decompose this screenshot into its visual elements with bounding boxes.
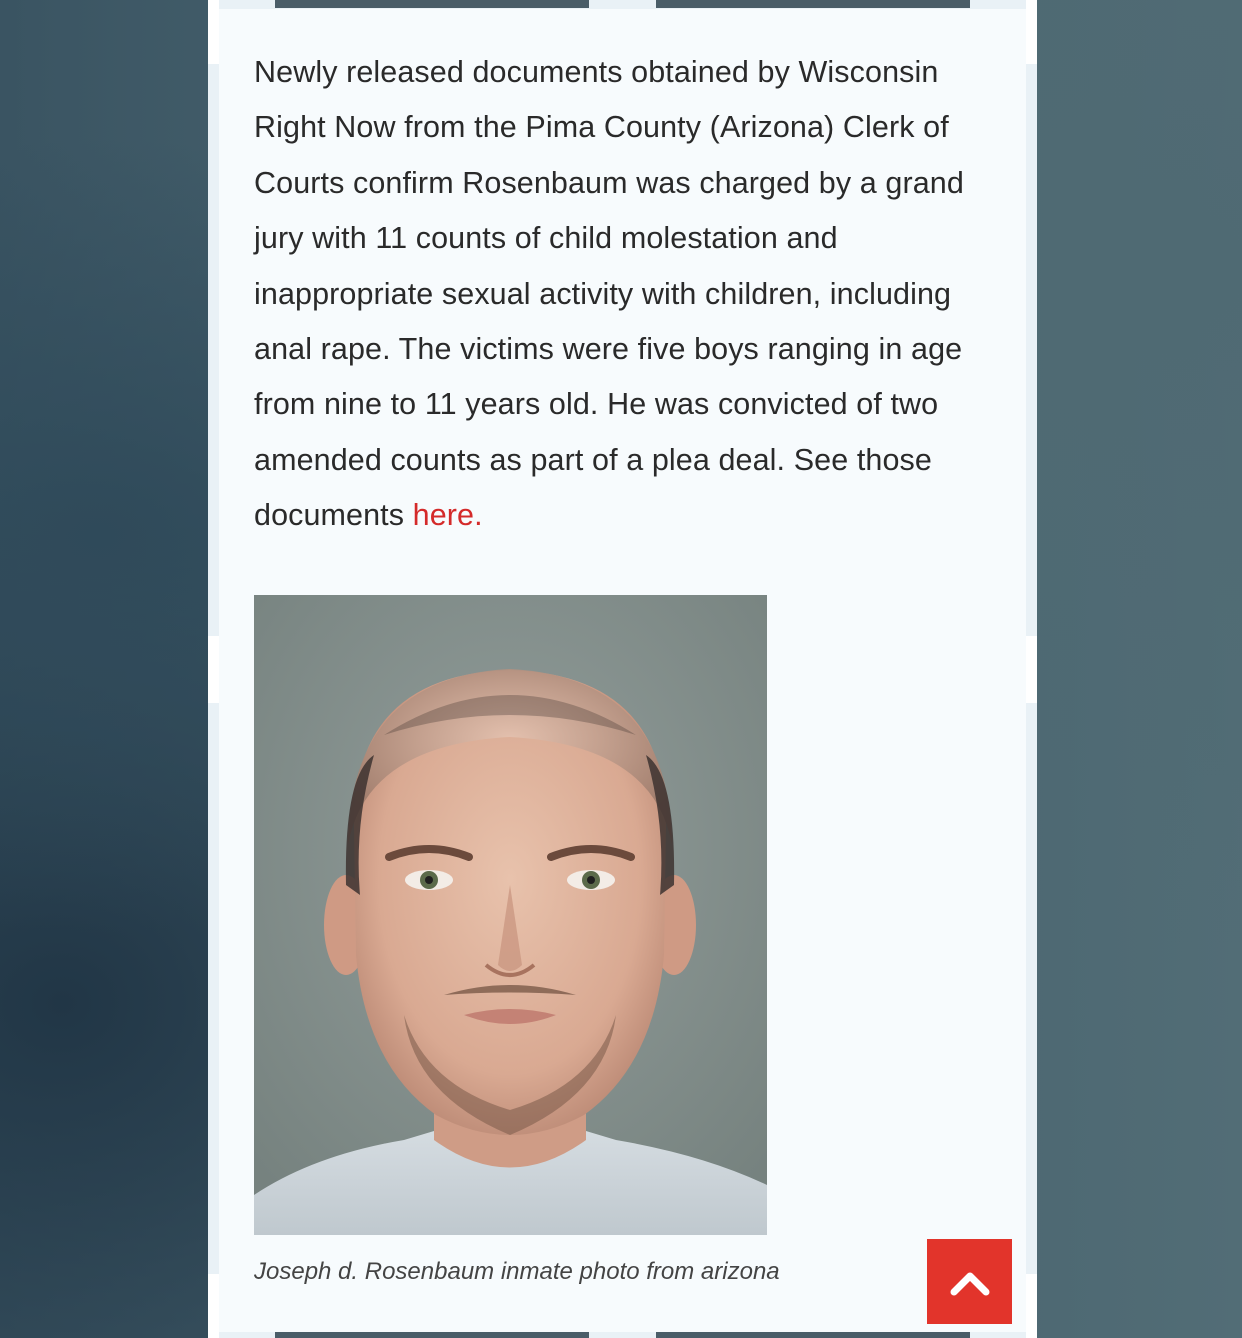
crop-handle-middle-left[interactable]	[208, 636, 219, 703]
article-card	[219, 9, 1026, 1332]
article-paragraph-text: Newly released documents obtained by Wisconsin Right Now from the Pima County (Arizona) Clerk of Courts confirm Rosenbaum was charged by a grand jury with 11 counts of child molestation and inappropriate sexual activity with children, including anal rape. The victims were five boys ranging in age from nine to 11 years old. He was convicted of two amended counts as part of a plea deal. See those documents	[254, 55, 964, 533]
frame-top-strip-right	[656, 0, 970, 8]
frame-top-strip-left	[275, 0, 589, 8]
documents-link[interactable]: here.	[412, 498, 483, 533]
crop-handle-bottom-left[interactable]	[208, 1274, 219, 1338]
inmate-photo	[254, 595, 767, 1235]
crop-handle-middle-right[interactable]	[1026, 636, 1037, 703]
inmate-photo-illustration	[254, 595, 767, 1235]
crop-handle-top-left[interactable]	[208, 0, 219, 64]
crop-handle-bottom-right[interactable]	[1026, 1274, 1037, 1338]
article-paragraph	[254, 45, 999, 544]
photo-caption: Joseph d. Rosenbaum inmate photo from arizona	[254, 1258, 780, 1285]
chevron-up-icon	[950, 1268, 990, 1296]
scroll-to-top-button[interactable]	[927, 1239, 1012, 1324]
crop-handle-top-right[interactable]	[1026, 0, 1037, 64]
